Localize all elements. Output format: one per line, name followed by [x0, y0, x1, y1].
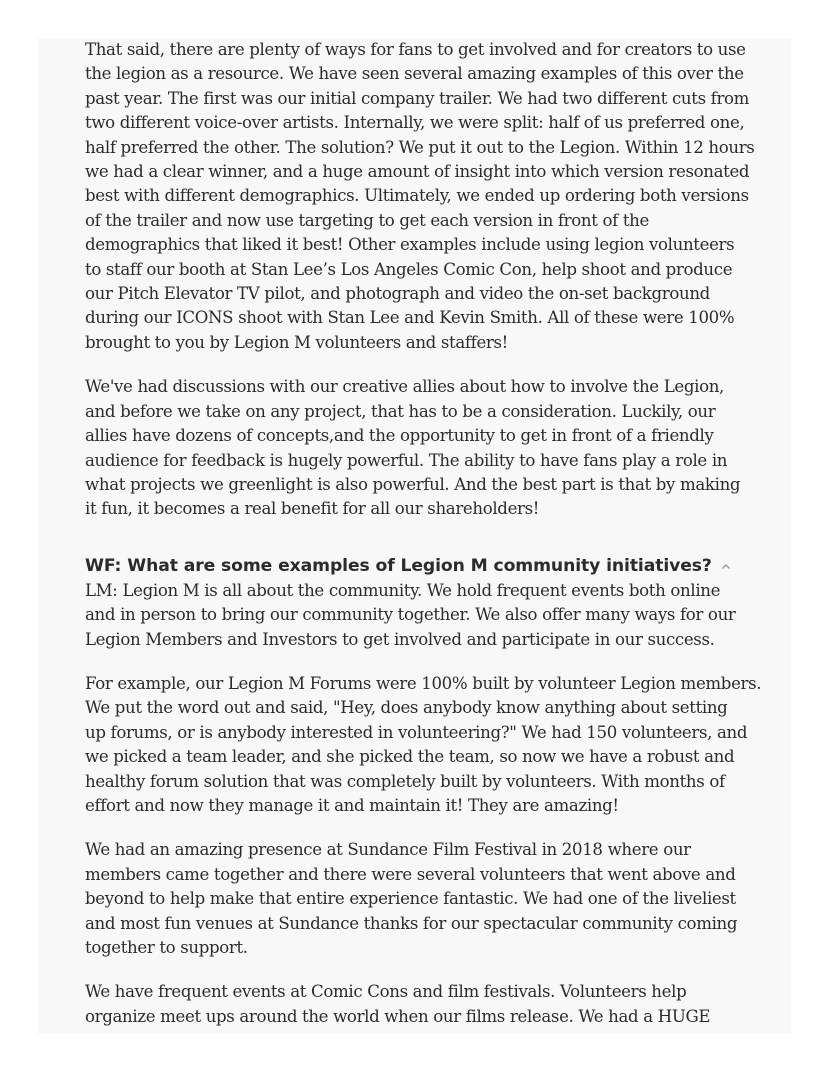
paragraph-events: [85, 980, 757, 1029]
text-line: beyond to help make that entire experience fantastic. We had one of the liveliest: [85, 889, 736, 909]
text-line: organize meet ups around the world when our films release. We had a HUGE: [85, 1006, 711, 1026]
paragraph-forums: [85, 672, 762, 818]
text-line: of the trailer and now use targeting to get each version in front of the: [85, 210, 649, 230]
question-text: WF: What are some examples of Legion M community initiatives?: [85, 555, 712, 576]
text-line: For example, our Legion M Forums were 100% built by volunteer Legion members.: [85, 673, 762, 693]
text-line: LM: Legion M is all about the community. We hold frequent events both online: [85, 580, 721, 600]
text-line: effort and now they manage it and maintain it! They are amazing!: [85, 795, 619, 815]
paragraph-community-answer: [85, 579, 757, 652]
text-line: demographics that liked it best! Other examples include using legion volunteers: [85, 235, 735, 255]
text-line: and most fun venues at Sundance thanks for our spectacular community coming: [85, 913, 738, 933]
paragraph-creative-allies: [85, 375, 757, 521]
text-line: to staff our booth at Stan Lee’s Los Angeles Comic Con, help shoot and produce: [85, 259, 733, 279]
text-line: half preferred the other. The solution? We put it out to the Legion. Within 12 hours: [85, 137, 755, 157]
text-line: up forums, or is anybody interested in volunteering?" We had 150 volunteers, and: [85, 722, 748, 742]
text-line: past year. The first was our initial company trailer. We had two different cuts from: [85, 88, 750, 108]
text-line: and before we take on any project, that has to be a consideration. Luckily, our: [85, 401, 716, 421]
paragraph-legion-resource: [85, 38, 757, 355]
text-line: We've had discussions with our creative allies about how to involve the Legion,: [85, 377, 724, 397]
text-line: Legion Members and Investors to get involved and participate in our success.: [85, 629, 715, 649]
text-line: members came together and there were several volunteers that went above and: [85, 864, 736, 884]
text-line: our Pitch Elevator TV pilot, and photograph and video the on-set background: [85, 284, 710, 304]
question-heading[interactable]: [85, 552, 757, 580]
text-line: We had an amazing presence at Sundance Film Festival in 2018 where our: [85, 840, 691, 860]
chevron-up-icon[interactable]: [721, 562, 731, 572]
article-panel: [38, 38, 791, 1034]
text-line: audience for feedback is hugely powerful. The ability to have fans play a role in: [85, 450, 728, 470]
text-line: healthy forum solution that was completely built by volunteers. With months of: [85, 771, 725, 791]
text-line: two different voice-over artists. Internally, we were split: half of us preferred one,: [85, 113, 745, 133]
text-line: brought to you by Legion M volunteers and staffers!: [85, 332, 509, 352]
text-line: We put the word out and said, "Hey, does anybody know anything about setting: [85, 698, 728, 718]
text-line: and in person to bring our community together. We also offer many ways for our: [85, 605, 736, 625]
text-line: best with different demographics. Ultimately, we ended up ordering both versions: [85, 186, 749, 206]
text-line: during our ICONS shoot with Stan Lee and Kevin Smith. All of these were 100%: [85, 308, 735, 328]
article-body: [85, 38, 762, 1029]
text-line: the legion as a resource. We have seen several amazing examples of this over the: [85, 64, 744, 84]
text-line: what projects we greenlight is also powerful. And the best part is that by making: [85, 474, 741, 494]
text-line: we picked a team leader, and she picked the team, so now we have a robust and: [85, 747, 735, 767]
text-line: That said, there are plenty of ways for fans to get involved and for creators to use: [85, 40, 746, 59]
text-line: we had a clear winner, and a huge amount of insight into which version resonated: [85, 162, 750, 182]
text-line: together to support.: [85, 938, 248, 957]
paragraph-sundance: [85, 838, 757, 960]
text-line: allies have dozens of concepts,and the opportunity to get in front of a friendly: [85, 426, 714, 446]
text-line: We have frequent events at Comic Cons and film festivals. Volunteers help: [85, 982, 687, 1002]
text-line: it fun, it becomes a real benefit for all our shareholders!: [85, 499, 540, 519]
